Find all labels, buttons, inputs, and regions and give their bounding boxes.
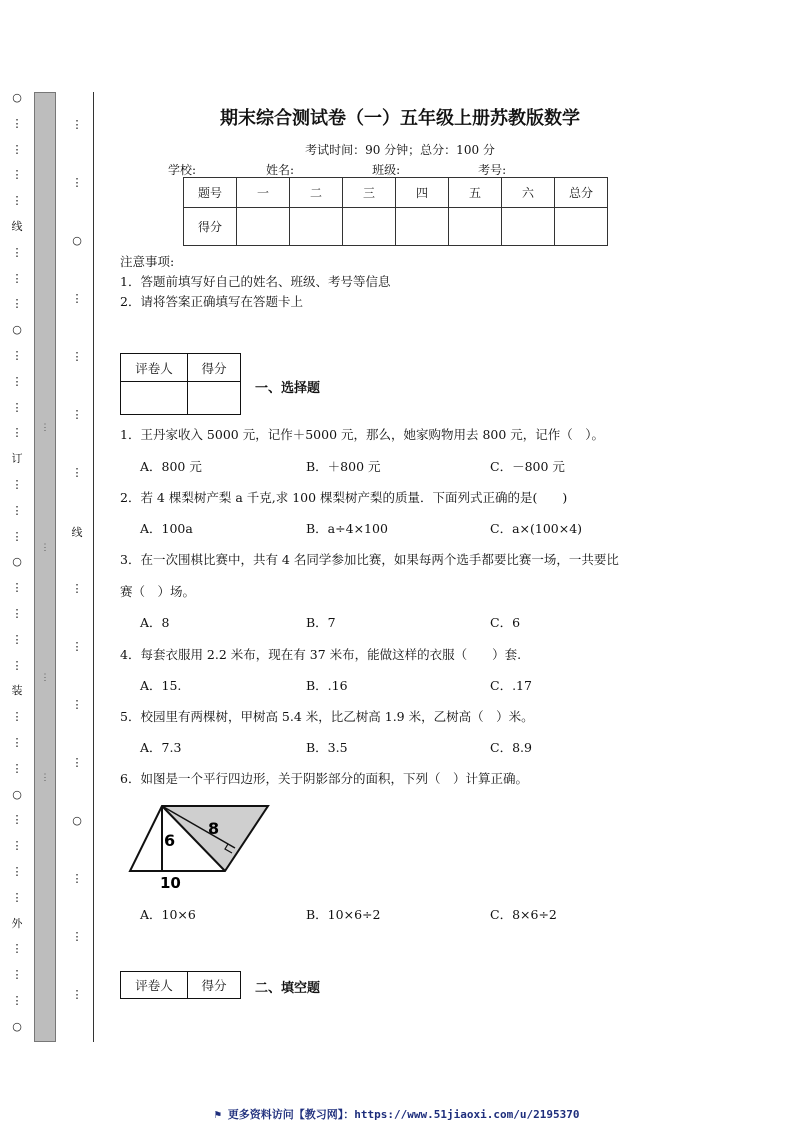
option-a: A．8 xyxy=(140,615,170,630)
score-header: 总分 xyxy=(555,178,608,208)
binding-mark: ⋮ xyxy=(11,736,23,749)
binding-mark: ⋮ xyxy=(11,890,23,904)
binding-mark: ⋮ xyxy=(11,400,23,414)
binding-mark: ○ xyxy=(72,234,82,247)
binding-mark: 订 xyxy=(11,452,23,466)
grader-reviewer-cell[interactable] xyxy=(121,382,188,415)
question-5: 5．校园里有两棵树，甲树高 5.4 米，比乙树高 1.9 米，乙树高（ ）米。 xyxy=(120,709,534,724)
binding-mark: ⋮ xyxy=(71,350,83,363)
binding-mark: ⋮ xyxy=(11,374,23,388)
binding-mark: ⋮ xyxy=(11,994,23,1007)
notes-item: 1．答题前填写好自己的姓名、班级、考号等信息 xyxy=(120,274,391,289)
option-c: C．6 xyxy=(490,615,521,630)
grader-reviewer-label: 评卷人 xyxy=(121,354,188,382)
score-cell[interactable] xyxy=(290,208,343,246)
binding-gray-strip xyxy=(34,92,56,1042)
id-label: 考号: xyxy=(478,163,507,177)
grader-score-label: 得分 xyxy=(188,354,241,382)
binding-mark: ⋮ xyxy=(11,349,23,362)
binding-rule xyxy=(93,92,94,1042)
option-a: A．800 元 xyxy=(140,459,202,474)
binding-mark: ⋮ xyxy=(11,297,23,311)
question-6: 6．如图是一个平行四边形，关于阴影部分的面积，下列（ ）计算正确。 xyxy=(120,771,528,786)
question-3-cont: 赛（ ）场。 xyxy=(120,584,196,599)
option-a: A．100a xyxy=(140,521,193,536)
notes-item: 2．请将答案正确填写在答题卡上 xyxy=(120,294,303,309)
binding-mark: ⋮ xyxy=(11,529,23,543)
binding-mark: ⋮ xyxy=(11,581,23,595)
question-2: 2．若 4 棵梨树产梨 a 千克,求 100 棵梨树产梨的质量．下面列式正确的是( ) xyxy=(120,490,568,505)
binding-mark: ⋮ xyxy=(11,813,23,827)
binding-mark: ⋮ xyxy=(71,756,83,769)
binding-mark: ⋮ xyxy=(71,292,83,305)
binding-mark: ⋮ xyxy=(11,761,23,775)
parallelogram-figure xyxy=(124,800,294,892)
binding-mark: ⋮ xyxy=(11,116,23,130)
binding-mark: ⋮ xyxy=(11,426,23,440)
binding-mark: ⋮ xyxy=(11,658,23,672)
score-cell[interactable] xyxy=(555,208,608,246)
score-header: 六 xyxy=(502,178,555,208)
score-table xyxy=(183,177,608,246)
binding-mark: ⋮ xyxy=(11,710,23,724)
score-header: 四 xyxy=(396,178,449,208)
binding-mark: ○ xyxy=(12,91,22,104)
binding-mark: ⋮ xyxy=(11,168,23,182)
question-4: 4．每套衣服用 2.2 米布，现在有 37 米布，能做这样的衣服（ ）套. xyxy=(120,647,522,662)
grader-score-cell[interactable] xyxy=(188,382,241,415)
grader-score-label: 得分 xyxy=(188,972,241,999)
exam-subtitle: 考试时间：90 分钟；总分：100 分 xyxy=(305,143,495,157)
binding-mark: ○ xyxy=(12,787,22,801)
score-row-label: 得分 xyxy=(184,208,237,246)
score-cell[interactable] xyxy=(502,208,555,246)
score-header: 二 xyxy=(290,178,343,208)
option-b: B．10×6÷2 xyxy=(306,907,381,922)
binding-mark: ⋮ xyxy=(11,478,23,491)
binding-mark: 线 xyxy=(71,526,83,539)
question-3: 3．在一次围棋比赛中，共有 4 名同学参加比赛，如果每两个选手都要比赛一场，一共要比 xyxy=(120,552,619,567)
label-8: 8 xyxy=(208,819,220,838)
binding-mark: ⋮ xyxy=(11,271,23,285)
binding-mark: ⋮ xyxy=(11,503,23,517)
label-10: 10 xyxy=(160,874,181,892)
score-header: 三 xyxy=(343,178,396,208)
score-cell[interactable] xyxy=(396,208,449,246)
option-b: B．7 xyxy=(306,615,336,630)
grader-box xyxy=(120,971,241,999)
option-b: B．.16 xyxy=(306,678,348,693)
score-cell[interactable] xyxy=(449,208,502,246)
binding-mark: ⋮ xyxy=(11,839,23,853)
binding-mark: 外 xyxy=(11,916,23,930)
student-info-line xyxy=(168,161,598,178)
binding-mark: ⋮ xyxy=(11,607,23,620)
binding-margin-inner xyxy=(66,92,88,1042)
option-b: B．a÷4×100 xyxy=(306,521,388,536)
score-header: 一 xyxy=(237,178,290,208)
binding-mark: ⋮ xyxy=(71,698,83,711)
strip-mark: ⋮ xyxy=(40,773,50,783)
grader-reviewer-label: 评卷人 xyxy=(121,972,188,999)
class-label: 班级: xyxy=(372,163,401,177)
option-a: A．7.3 xyxy=(140,740,182,755)
footer-link[interactable] xyxy=(0,1106,794,1122)
page-title: 期末综合测试卷（一）五年级上册苏教版数学 xyxy=(220,108,580,129)
binding-mark: ⋮ xyxy=(11,968,23,982)
strip-mark: ⋮ xyxy=(40,543,50,553)
binding-mark: ⋮ xyxy=(71,582,83,595)
binding-mark: ⋮ xyxy=(71,640,83,653)
binding-mark: ○ xyxy=(72,814,82,827)
binding-mark: ○ xyxy=(12,1019,22,1033)
binding-mark: ⋮ xyxy=(11,142,23,156)
binding-mark: ○ xyxy=(12,323,22,337)
option-b: B．＋800 元 xyxy=(306,459,381,474)
binding-mark: 线 xyxy=(11,220,23,233)
score-cell[interactable] xyxy=(343,208,396,246)
binding-mark: ⋮ xyxy=(71,988,83,1001)
binding-mark: ○ xyxy=(12,555,22,569)
notes xyxy=(120,252,390,312)
option-a: A．15. xyxy=(140,678,182,693)
name-label: 姓名: xyxy=(266,163,295,177)
label-6: 6 xyxy=(164,831,176,850)
score-header: 题号 xyxy=(184,178,237,208)
binding-mark: ⋮ xyxy=(71,408,83,421)
binding-mark: ⋮ xyxy=(11,245,23,259)
binding-margin-outer xyxy=(8,92,26,1042)
binding-mark: ⋮ xyxy=(71,466,83,479)
grader-box xyxy=(120,353,241,415)
option-c: C．.17 xyxy=(490,678,532,693)
score-header: 五 xyxy=(449,178,502,208)
binding-mark: ⋮ xyxy=(11,194,23,208)
section-title: 一、选择题 xyxy=(255,381,321,396)
binding-mark: ⋮ xyxy=(71,118,83,131)
strip-mark: ⋮ xyxy=(40,423,50,433)
option-c: C．8.9 xyxy=(490,740,532,755)
question-1: 1．王丹家收入 5000 元，记作＋5000 元，那么，她家购物用去 800 元，记作（ ）。 xyxy=(120,427,605,442)
option-a: A．10×6 xyxy=(140,907,196,922)
notes-heading: 注意事项: xyxy=(120,254,175,269)
section-title: 二、填空题 xyxy=(255,981,321,996)
flag-icon: ⚑ xyxy=(214,1108,228,1121)
binding-mark: 装 xyxy=(11,684,23,698)
binding-mark: ⋮ xyxy=(11,865,23,878)
option-b: B．3.5 xyxy=(306,740,348,755)
option-c: C．－800 元 xyxy=(490,459,565,474)
option-c: C．8×6÷2 xyxy=(490,907,557,922)
option-c: C．a×(100×4) xyxy=(490,521,583,536)
binding-mark: ⋮ xyxy=(11,942,23,956)
binding-mark: ⋮ xyxy=(11,632,23,646)
strip-mark: ⋮ xyxy=(40,673,50,683)
school-label: 学校: xyxy=(168,163,197,177)
binding-mark: ⋮ xyxy=(71,872,83,885)
binding-mark: ⋮ xyxy=(71,930,83,943)
footer-text: 更多资料访问【教习网】：https://www.51jiaoxi.com/u/2195370 xyxy=(227,1108,580,1121)
score-cell[interactable] xyxy=(237,208,290,246)
binding-mark: ⋮ xyxy=(71,176,83,189)
